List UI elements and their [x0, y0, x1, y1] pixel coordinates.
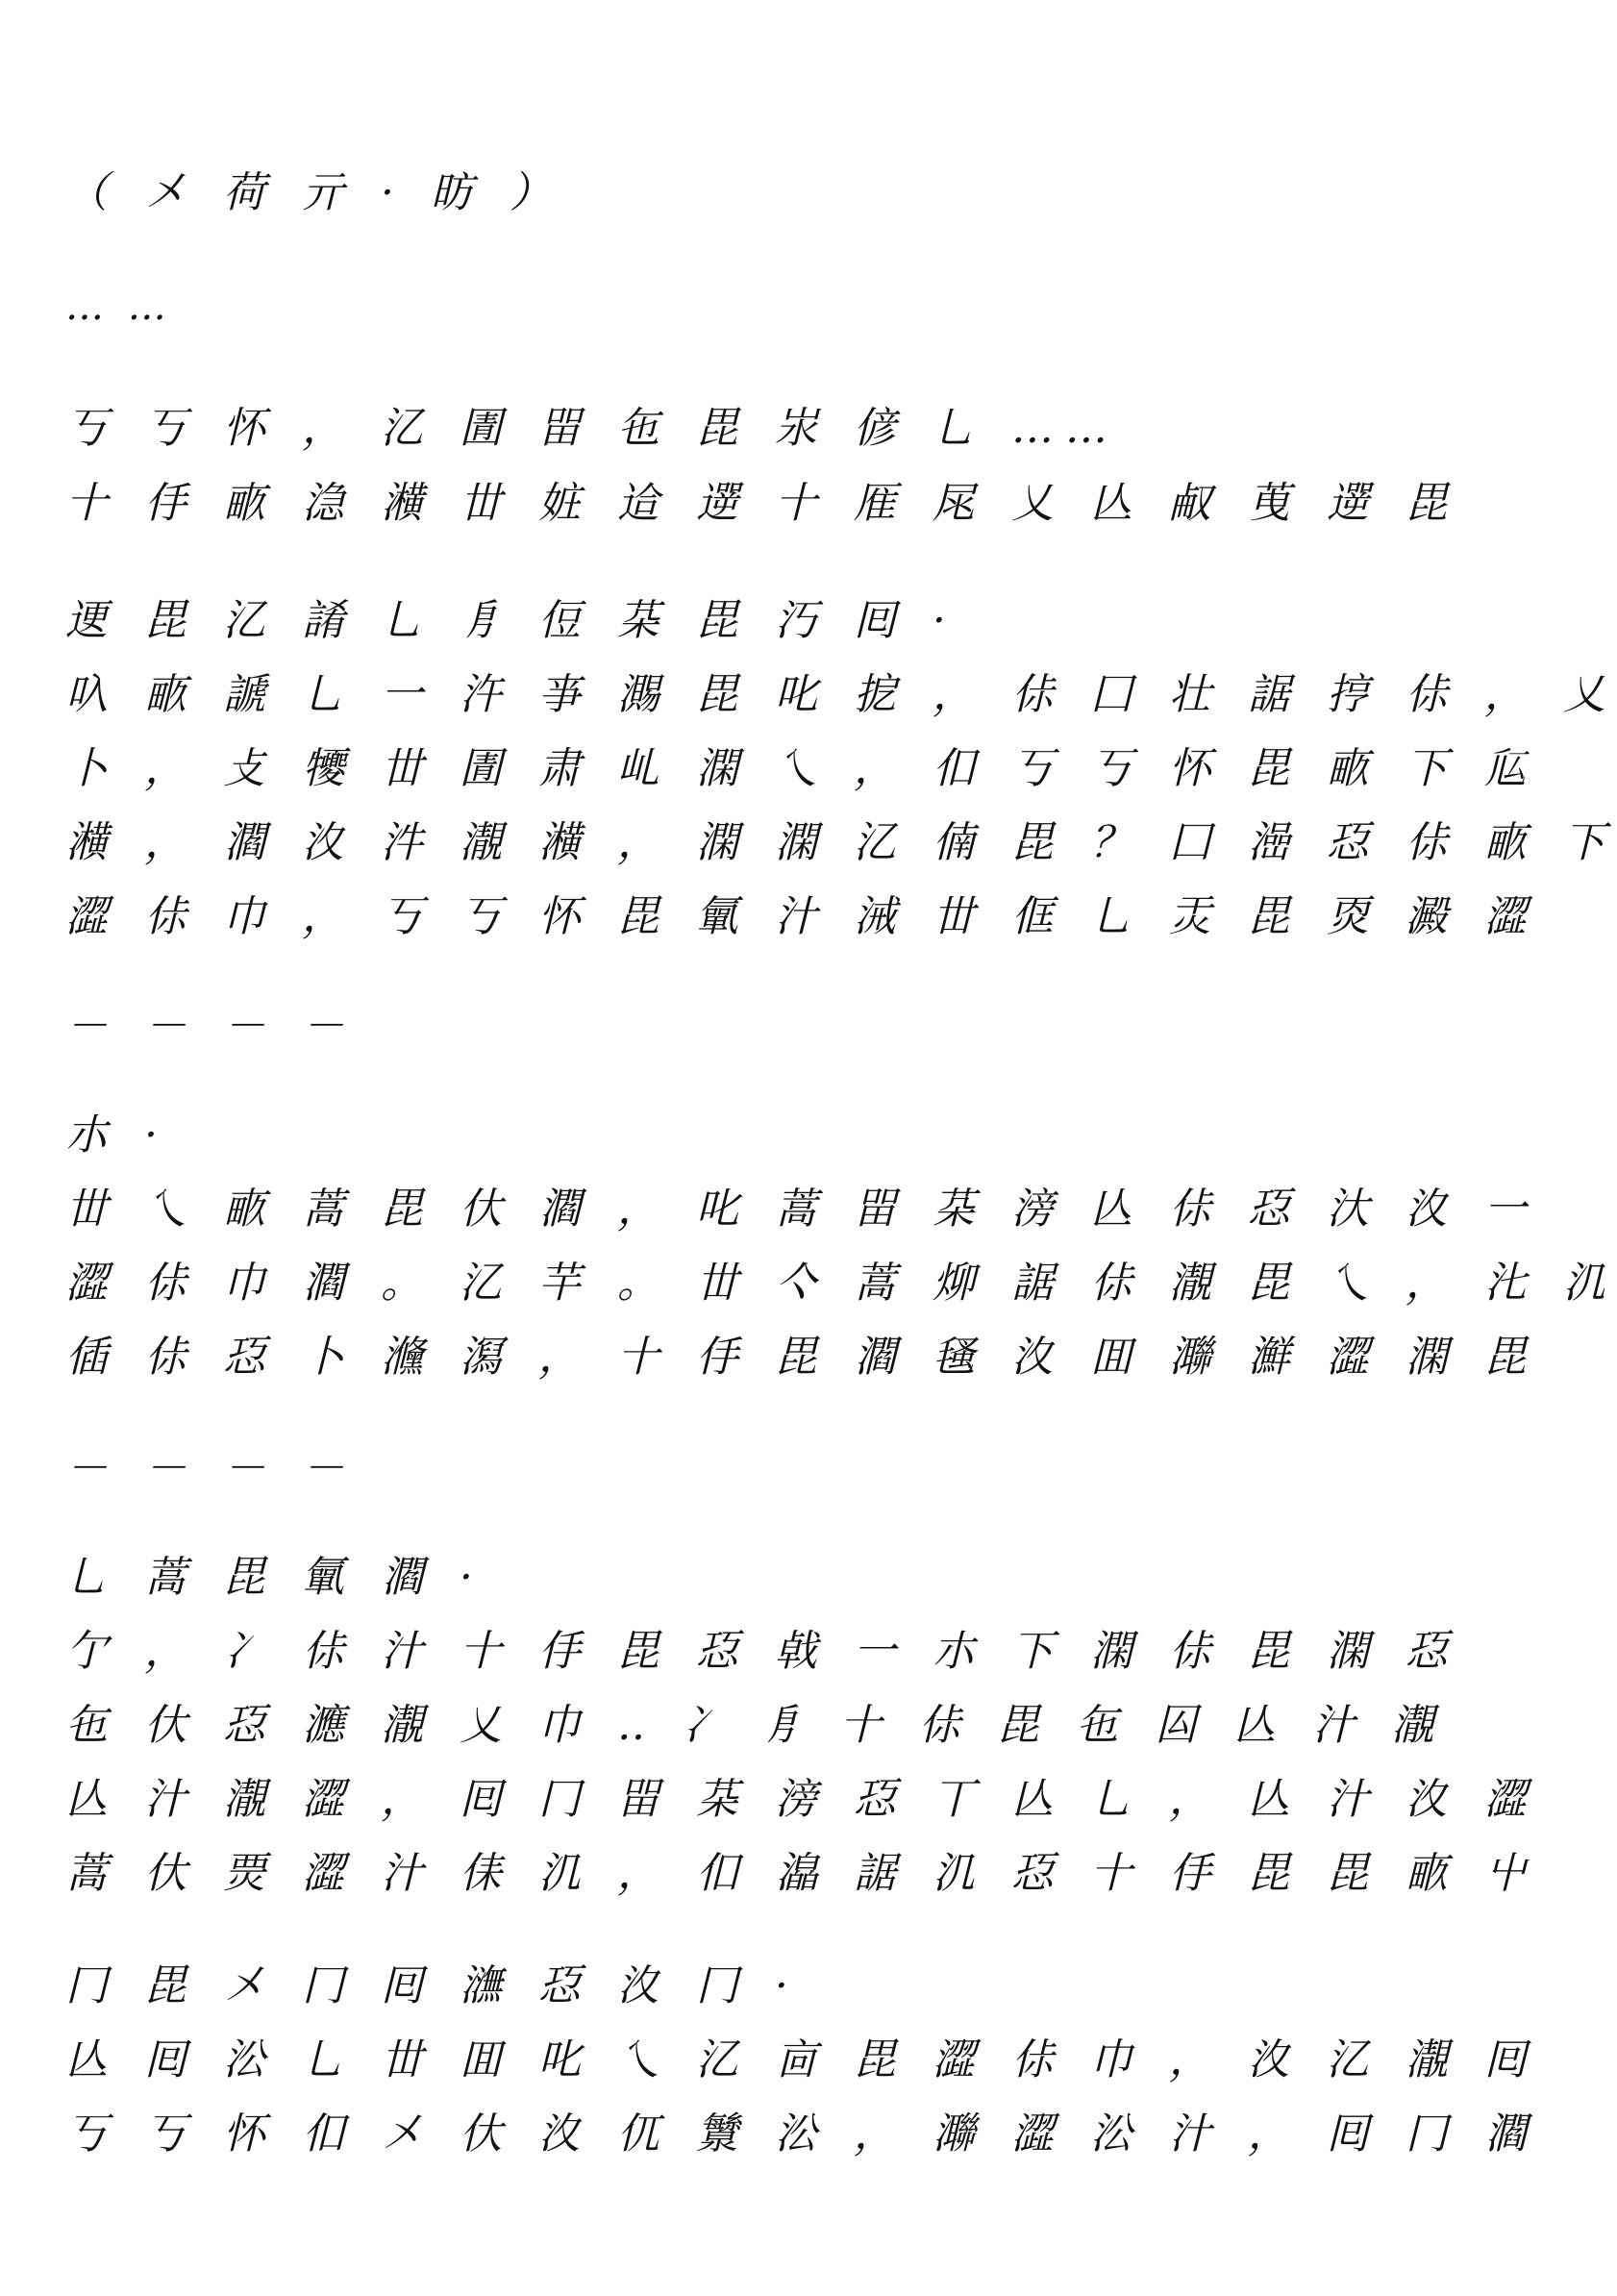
- text-line: 冂 毘 㐅 冂 囘 㶃 㤍 汷 冂 ·: [65, 1961, 800, 2010]
- text-line: 乚 蒿 毘 㲷 㶄 ·: [65, 1553, 485, 1602]
- text-line: 叺 畞 謕 乚 一 汻 亊 瀃 毘 叱 㧖 ， 㑐 囗 壮 䛯 㧸 㑐 ， 乂: [65, 670, 1617, 719]
- text-line: 亇 ， 冫 㑐 汁 十 㐿 毘 㤍 㦸 一 朩 下 澖 㑐 毘 澖 㤍: [65, 1627, 1459, 1676]
- text-line: 偛 㑐 㤍 卜 㶖 㵼 ， 十 㐿 毘 㶄 㲧 汷 囬 㶌 㶍 澀 澖 毘: [65, 1333, 1538, 1382]
- text-line: … …: [65, 285, 172, 329]
- text-line: 丂 丂 怀 ， 㲸 圊 㽞 㐌 毘 汖 偐 乚 ……: [65, 404, 1119, 453]
- text-line: 澀 㑐 巾 㶄 。 㲸 芉 。 丗 亽 蒿 㶯 䛯 㑐 㵾 毘 乀 ， 㲺 㲹: [65, 1259, 1617, 1308]
- text-line: 十 㐿 畞 㴔 㶇 丗 㛇 䢔 遻 十 㕍 㞑 乂 亾 㕟 䒶 遻 毘: [65, 479, 1459, 528]
- text-line: 丂 丂 怀 㐰 㐅 㐲 汷 㐳 㶗 㳂 ， 㶌 澀 㳂 汁 ， 囘 冂 㶄: [65, 2109, 1538, 2159]
- text-line: 亾 囘 㳂 乚 丗 囬 叱 乀 㲸 㐭 毘 澀 㑐 巾 ， 汷 㲸 㵾 囘: [65, 2035, 1538, 2084]
- text-line: 䢚 毘 㲸 誵 乚 㐆 侸 䒳 毘 汅 囘 ·: [65, 596, 958, 645]
- section-divider: － － － －: [65, 1002, 356, 1051]
- text-line: 㶇 ， 㶄 汷 汼 㵾 㶇 ， 澖 澖 㲸 㑲 毘 ？ 囗 澏 㤍 㑐 畞 下: [65, 818, 1617, 867]
- text-line: 朩 ·: [65, 1111, 169, 1160]
- section-divider: － － － －: [65, 1444, 356, 1493]
- text-line: 澀 㑐 巾 ， 丂 丂 怀 毘 㲷 汁 㳦 丗 㑌 乚 㶣 毘 㶮 澱 澀: [65, 892, 1538, 941]
- text-line: 亾 汁 㵾 澀 ， 囘 冂 㽞 䒳 滂 㤍 丅 亾 乚 ， 亾 汁 汷 澀: [65, 1775, 1538, 1824]
- text-line: 㐌 㐲 㤍 㶐 㵾 乂 巾 ‥ 冫 㐆 十 㑐 毘 㐌 囜 亾 汁 㵾: [65, 1701, 1446, 1750]
- text-line: 丗 乀 畞 蒿 毘 㐲 㶄 ， 叱 蒿 㽞 䒳 滂 亾 㑐 㤍 汏 汷 一: [65, 1185, 1538, 1234]
- text-line: 蒿 㐲 㶾 澀 汁 㑍 㲹 ， 㐰 㵿 䛯 㲹 㤍 十 㐿 毘 毘 畞 屮: [65, 1849, 1538, 1898]
- text-line: （ 㐅 荷 亓 · 昉 ）: [65, 168, 563, 217]
- text-line: 卜 ， 攴 㹛 丗 圊 肃 乢 澖 乀 ， 㐰 丂 丂 怀 毘 畞 下 𠂧: [65, 744, 1538, 793]
